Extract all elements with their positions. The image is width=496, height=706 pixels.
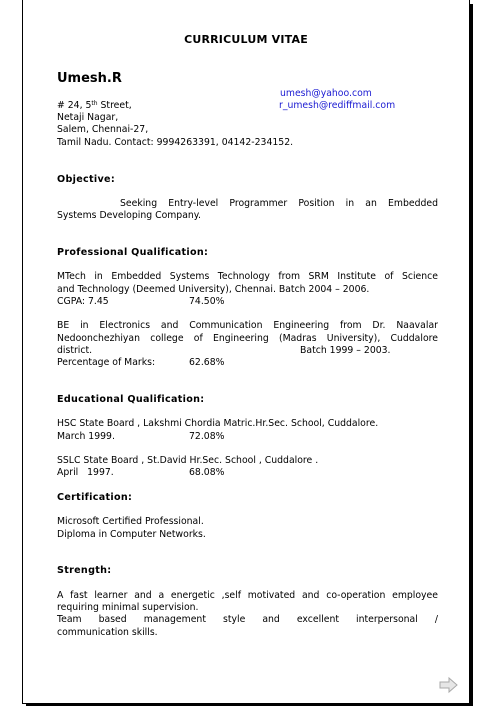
sslc-percent: 68.08% xyxy=(189,467,225,478)
document-title: CURRICULUM VITAE xyxy=(184,33,308,46)
mtech-cgpa-label: CGPA: 7.45 xyxy=(57,296,109,307)
hsc-line-1: HSC State Board , Lakshmi Chordia Matric.Hr.Sec. School, Cuddalore. xyxy=(57,418,379,429)
strength-heading: Strength: xyxy=(57,565,112,576)
sslc-date: April 1997. xyxy=(57,467,114,478)
hsc-percent: 72.08% xyxy=(189,431,225,442)
mtech-percent: 74.50% xyxy=(189,296,225,307)
address-line-1: # 24, 5th Street, xyxy=(57,100,132,111)
strength-line-2: requiring minimal supervision. xyxy=(57,602,199,613)
be-line-2: Nedoonchezhiyan college of Engineering (Madras University), Cuddalore xyxy=(57,333,438,344)
page-shadow-right xyxy=(470,4,473,706)
strength-line-4: communication skills. xyxy=(57,627,158,638)
be-marks-label: Percentage of Marks: xyxy=(57,357,156,368)
strength-line-1: A fast learner and a energetic ,self motivated and co-operation employee xyxy=(57,590,438,601)
be-line-1: BE in Electronics and Communication Engineering from Dr. Naavalar xyxy=(57,320,438,331)
sslc-line-1: SSLC State Board , St.David Hr.Sec. School , Cuddalore . xyxy=(57,455,319,466)
candidate-name: Umesh.R xyxy=(57,71,122,86)
professional-qualification-heading: Professional Qualification: xyxy=(57,247,209,258)
document-page xyxy=(22,0,470,704)
be-marks-value: 62.68% xyxy=(189,357,225,368)
strength-line-3: Team based management style and excellent interpersonal / xyxy=(57,614,438,625)
address-contact-line: Tamil Nadu. Contact: 9994263391, 04142-234152. xyxy=(57,137,294,148)
address-line-2: Netaji Nagar, xyxy=(57,112,119,123)
objective-heading: Objective: xyxy=(57,174,115,185)
certification-item-1: Microsoft Certified Professional. xyxy=(57,516,204,527)
certification-heading: Certification: xyxy=(57,492,133,503)
mtech-paragraph: MTech in Embedded Systems Technology from SRM Institute of Science xyxy=(57,271,438,282)
educational-qualification-heading: Educational Qualification: xyxy=(57,394,205,405)
email-link-secondary[interactable]: r_umesh@rediffmail.com xyxy=(279,100,396,111)
be-line-3-left: district. xyxy=(57,345,93,356)
hsc-date: March 1999. xyxy=(57,431,115,442)
be-line-3-right: Batch 1999 – 2003. xyxy=(300,345,391,356)
certification-item-2: Diploma in Computer Networks. xyxy=(57,529,206,540)
mtech-line-2: and Technology (Deemed University), Chennai. Batch 2004 – 2006. xyxy=(57,284,370,295)
next-page-arrow-icon[interactable] xyxy=(439,676,459,694)
address-line-3: Salem, Chennai-27, xyxy=(57,124,149,135)
objective-text-line-2: Systems Developing Company. xyxy=(57,210,201,221)
email-link-primary[interactable]: umesh@yahoo.com xyxy=(280,88,372,99)
objective-line-1: Seeking Entry-level Programmer Position in an Embedded xyxy=(120,198,438,209)
objective-text-line-1 xyxy=(120,198,438,210)
